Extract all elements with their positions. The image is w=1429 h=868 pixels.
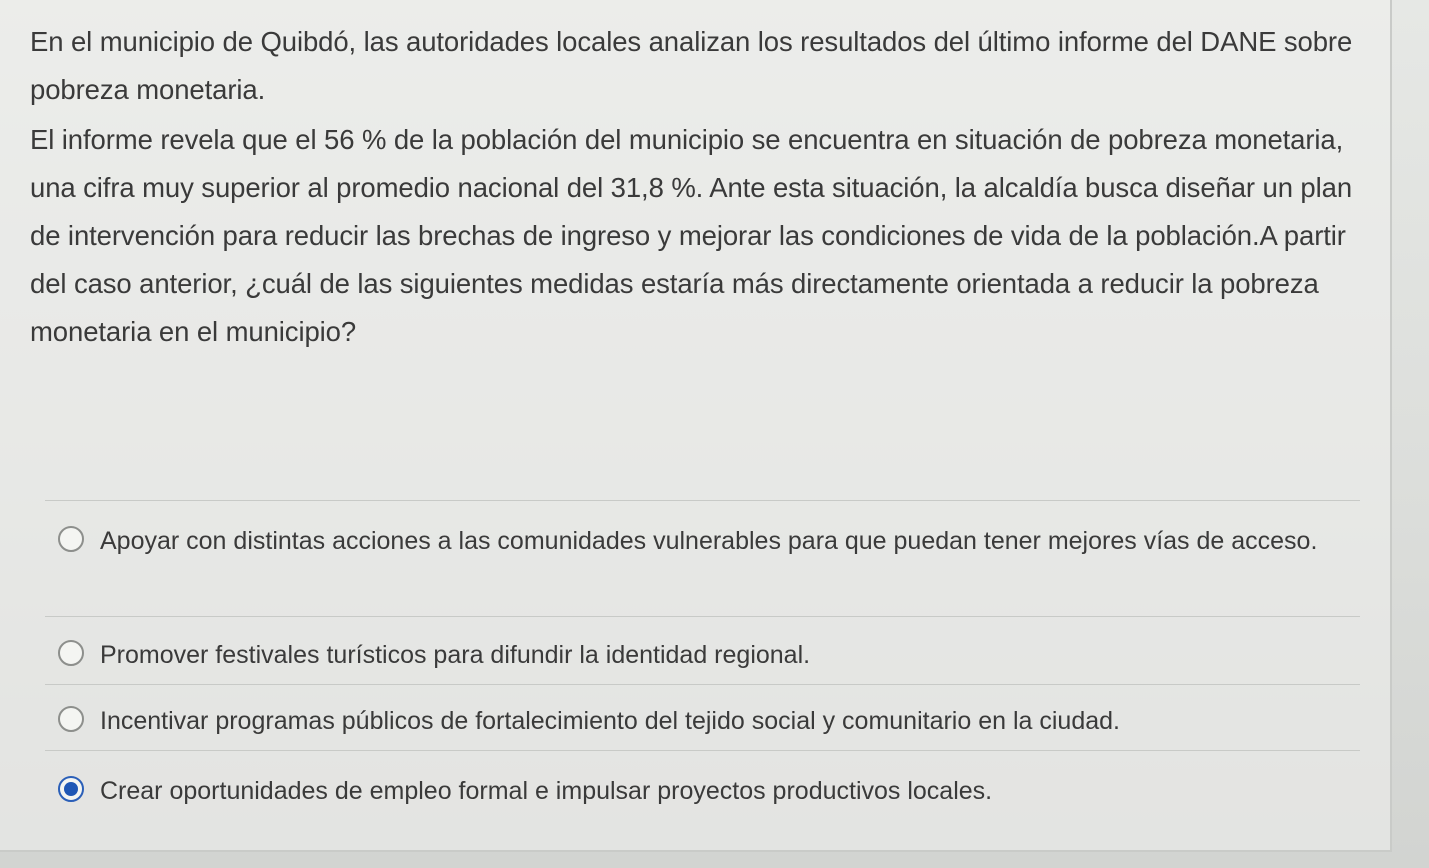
radio-button-icon[interactable]: [58, 640, 84, 666]
answer-option-c[interactable]: [58, 700, 1358, 742]
divider: [45, 684, 1360, 685]
question-context: En el municipio de Quibdó, las autoridades locales analizan los resultados del último informe del DANE sobre pobreza monetaria.: [30, 26, 1353, 105]
divider: [45, 616, 1360, 617]
answer-option-label: Apoyar con distintas acciones a las comunidades vulnerables para que puedan tener mejores vías de acceso.: [100, 527, 1318, 555]
question-text: [30, 18, 1375, 356]
answer-option-label: Incentivar programas públicos de fortalecimiento del tejido social y comunitario en la ciudad.: [100, 707, 1120, 735]
radio-button-selected-icon[interactable]: [58, 776, 84, 802]
answer-option-label: Promover festivales turísticos para difundir la identidad regional.: [100, 641, 811, 669]
answer-option-b[interactable]: [58, 634, 1358, 676]
radio-button-icon[interactable]: [58, 526, 84, 552]
answer-option-label: Crear oportunidades de empleo formal e impulsar proyectos productivos locales.: [100, 777, 993, 805]
answer-option-d[interactable]: [58, 770, 1358, 812]
question-prompt: El informe revela que el 56 % de la población del municipio se encuentra en situación de pobreza monetaria, una cifra muy superior al promedio nacional del 31,8 %. Ante esta situación, la alcaldía busca diseñar un plan de intervención para reducir las brechas de ingreso y mejorar las condiciones de vida de la población.A partir del caso anterior, ¿cuál de las siguientes medidas estaría más directamente orientada a reducir la pobreza monetaria en el municipio?: [30, 124, 1353, 347]
divider: [45, 500, 1360, 501]
divider: [45, 750, 1360, 751]
radio-button-icon[interactable]: [58, 706, 84, 732]
answer-option-a[interactable]: [58, 520, 1358, 562]
